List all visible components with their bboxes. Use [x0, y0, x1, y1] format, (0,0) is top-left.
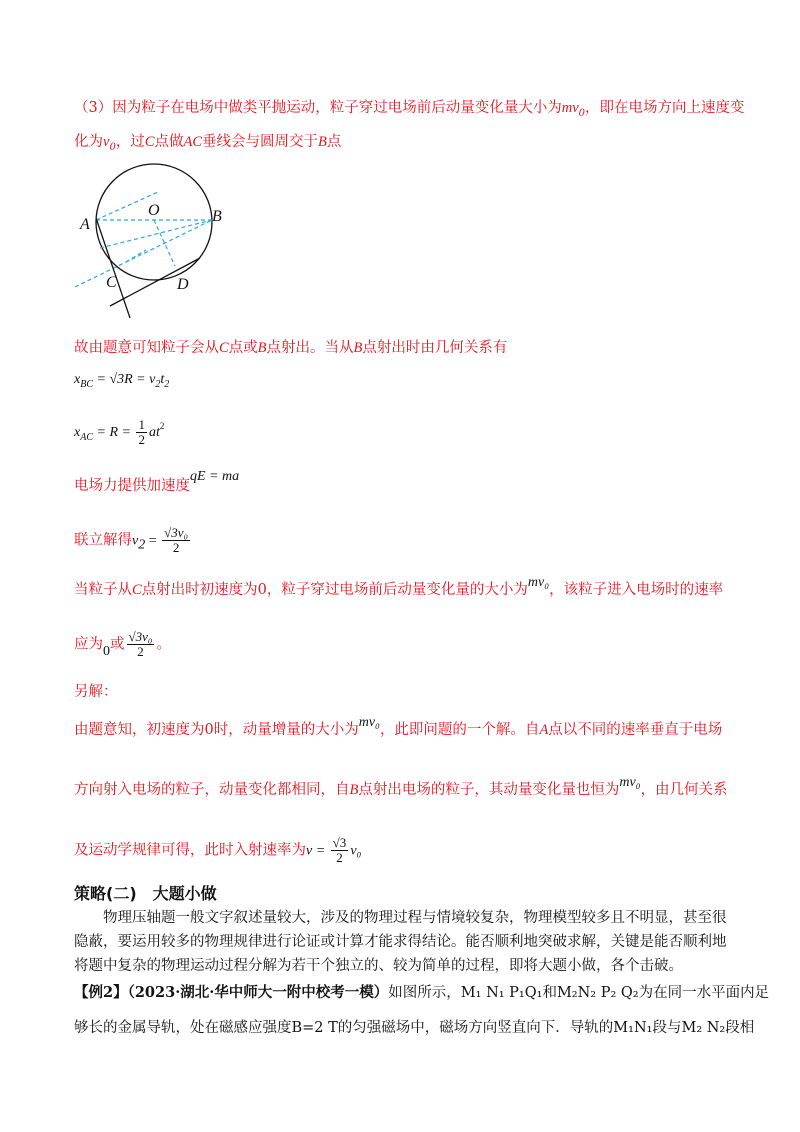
alt-line3: 及运动学规律可得，此时入射速率为v = $\frac{√3}{2}$ v₀ [74, 835, 362, 865]
exit-point-text: 故由题意可知粒子会从C点或B点射出。当从B点射出时由几何关系有 [74, 340, 508, 356]
c-exit-text: 当粒子从C点射出时初速度为0，粒子穿过电场前后动量变化量的大小为mv₀，该粒子进入电场时的速率 [74, 575, 724, 598]
part3-line1: （3）因为粒子在电场中做类平抛运动，粒子穿过电场前后动量变化量大小为$mv_0$，即在电场方向上速度变 [74, 100, 745, 119]
solve-line: 联立解得v2 = $\frac{\text{√3v₀}}{2}$ [74, 525, 189, 555]
alt-line2: 方向射入电场的粒子，动量变化都相同，自B点射出电场的粒子，其动量变化量也恒为mv₀，由几何关系 [74, 775, 728, 798]
equation-xbc: $x_{BC} = √3R = v_2t_2$ [74, 372, 170, 390]
label-b: B [212, 208, 222, 225]
example-line2: 够长的金属导轨，处在磁感应强度B=2 T的匀强磁场中，磁场方向竖直向下．导轨的M₁N₁段与M₂ N₂段相 [74, 1020, 755, 1036]
label-c: C [106, 274, 117, 291]
equation-xac: $x_{AC} = R$ = $\frac{1}{2}$ $at^2$ [74, 417, 165, 448]
strategy-heading: 策略(二) 大题小做 [74, 884, 217, 903]
label-a: A [80, 216, 90, 233]
example-line1: 【例2】（2023·湖北·华中师大一附中校考一模）如图所示，M₁ N₁ P₁Q₁和M₂N₂ P₂ Q₂为在同一水平面内足 [74, 984, 770, 1001]
alt-line1: 由题意知，初速度为0时，动量增量的大小为mv₀，此即问题的一个解。自A点以不同的速率垂直于电场 [74, 715, 723, 738]
circle [96, 164, 212, 280]
force-line: 电场力提供加速度qE = ma [74, 469, 240, 494]
circle-geometry-figure [70, 158, 240, 323]
strategy-paragraph: 物理压轴题一般文字叙述量较大，涉及的物理过程与情境较复杂，物理模型较多且不明显，甚至很隐蔽，要运用较多的物理规律进行论证或计算才能求得结论。能否顺利地突破求解，关键是能否顺利地将题中复杂的物理运动过程分解为若干个独立的、较为简单的过程，即将大题小做，各个击破。 [74, 910, 727, 974]
label-d: D [177, 276, 189, 293]
alt-title: 另解： [74, 684, 118, 700]
label-o: O [148, 202, 160, 219]
part3-line2: 化为$v_0$，过C点做AC垂线会与圆周交于B点 [74, 134, 342, 153]
answer-line: 应为0或 $\frac{\text{√3v₀}}{2}$ 。 [74, 629, 171, 659]
